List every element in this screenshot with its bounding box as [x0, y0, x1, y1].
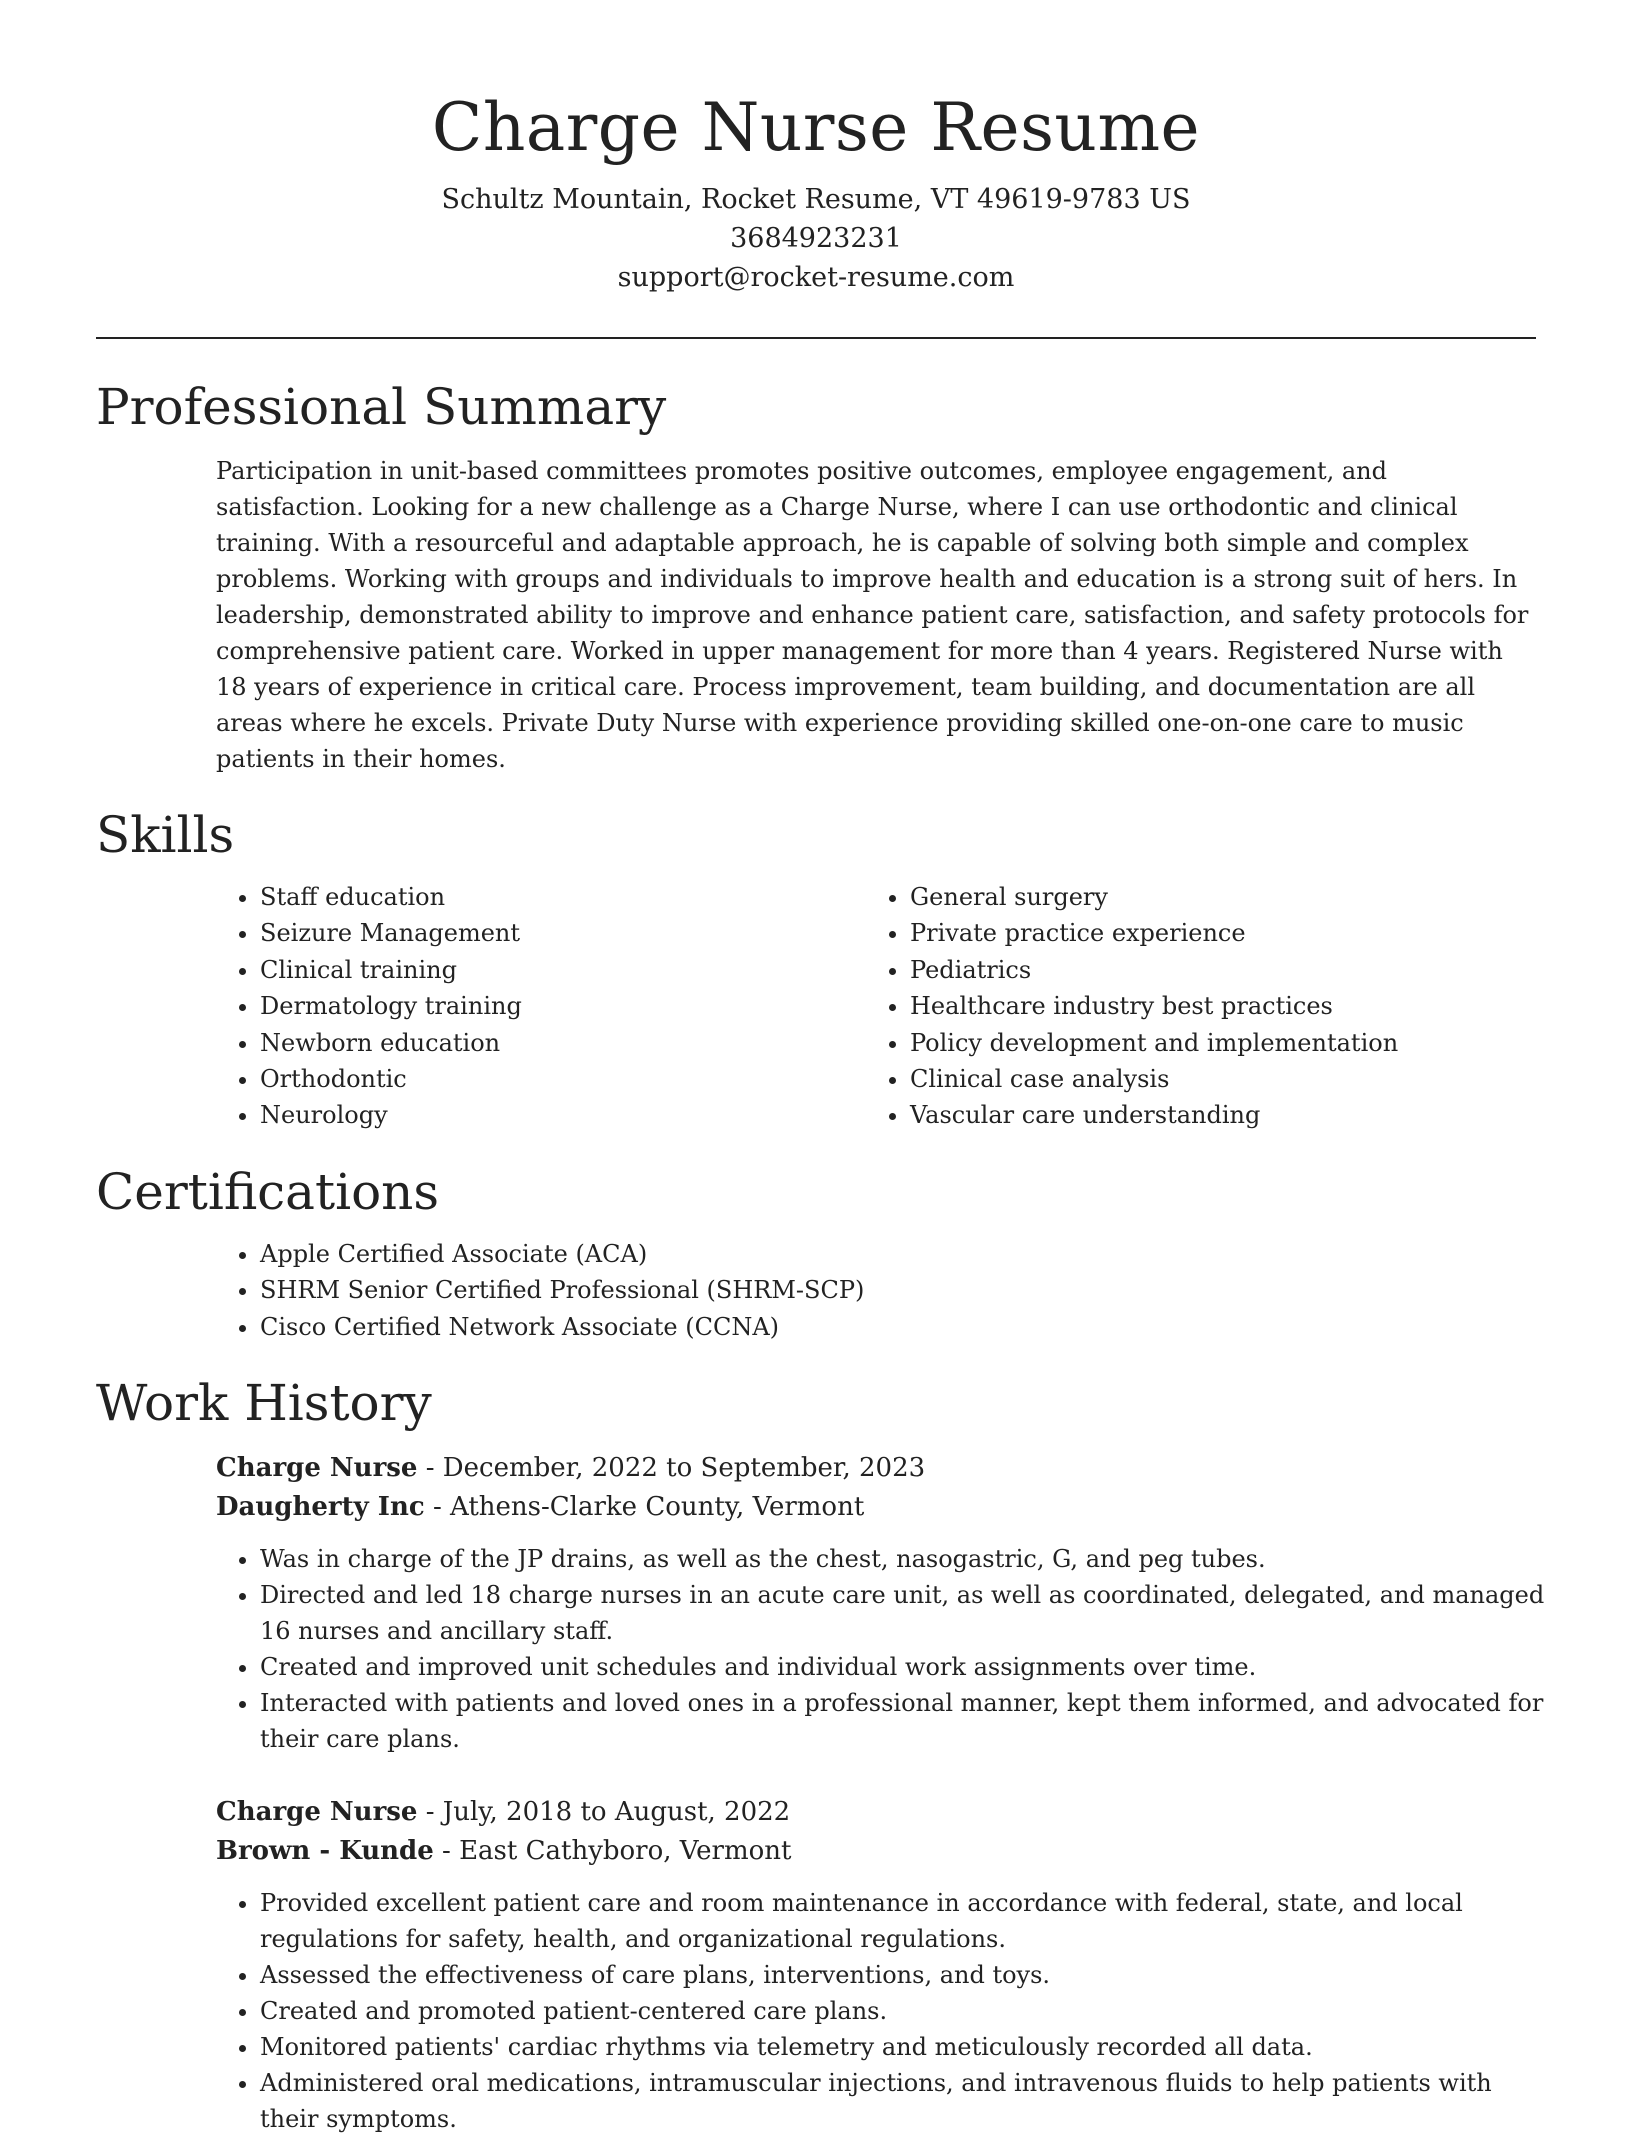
job-bullet: • Monitored patients' cardiac rhythms via telemetry and meticulously recorded all data.: [260, 2029, 1550, 2065]
skills-list-right: [866, 879, 1526, 1134]
job-bullet: • Created and promoted patient-centered care plans.: [260, 1993, 1550, 2029]
summary-text: Participation in unit-based committees promotes positive outcomes, employee engagement, and satisfaction. Looking for a new challenge as a Charge Nurse, where I can use orthodontic and clinical training. With a resourceful and adaptable approach, he is capable of solving both simple and complex problems. Working with groups and individuals to improve health and education is a strong suit of hers. In leadership, demonstrated ability to improve and enhance patient care, satisfaction, and safety protocols for comprehensive patient care. Worked in upper management for more than 4 years. Registered Nurse with 18 years of experience in critical care. Process improvement, team building, and documentation are all areas where he excels. Private Duty Nurse with experience providing skilled one-on-one care to music patients in their homes.: [216, 457, 1529, 773]
skill-item: • Clinical case analysis: [910, 1061, 1526, 1097]
job-bullets: [216, 1885, 1550, 2137]
skill-item: • Newborn education: [260, 1025, 866, 1061]
job-title: Charge Nurse: [216, 1797, 418, 1828]
skill-item: • Clinical training: [260, 952, 866, 988]
skill-item: • Dermatology training: [260, 988, 866, 1024]
job-entry: [216, 1793, 1536, 2137]
work-history-section: [96, 1371, 1545, 2137]
certification-item: • Apple Certified Associate (ACA): [260, 1236, 1536, 1272]
contact-email: support@rocket-resume.com: [617, 262, 1015, 293]
certification-item: • Cisco Certified Network Associate (CCNA): [260, 1309, 1536, 1345]
contact-block: [96, 180, 1536, 297]
skill-item: • Orthodontic: [260, 1061, 866, 1097]
job-title-line: [216, 1793, 1536, 1832]
job-dates: - July, 2018 to August, 2022: [417, 1797, 791, 1828]
job-location: - Athens-Clarke County, Vermont: [424, 1492, 865, 1523]
certifications-section: [96, 1160, 1536, 1345]
job-dates: - December, 2022 to September, 2023: [417, 1453, 926, 1484]
job-bullet: • Administered oral medications, intramuscular injections, and intravenous fluids to help patients with their symptoms.: [260, 2065, 1550, 2137]
certifications-list: [216, 1236, 1536, 1345]
job-bullet: • Assessed the effectiveness of care plans, interventions, and toys.: [260, 1957, 1550, 1993]
job-bullets: [216, 1541, 1550, 1757]
skills-section: [96, 803, 1536, 1134]
job-company: Brown - Kunde: [216, 1836, 434, 1867]
job-bullet: • Was in charge of the JP drains, as well as the chest, nasogastric, G, and peg tubes.: [260, 1541, 1550, 1577]
job-title-line: [216, 1449, 1536, 1488]
resume-page: [96, 0, 1545, 2137]
skill-item: • Pediatrics: [910, 952, 1526, 988]
summary-heading: Professional Summary: [96, 378, 667, 436]
job-title: Charge Nurse: [216, 1453, 418, 1484]
job-company-line: [216, 1488, 1536, 1527]
skill-item: • Neurology: [260, 1097, 866, 1133]
contact-phone: 3684923231: [730, 223, 902, 254]
job-bullet: • Created and improved unit schedules and individual work assignments over time.: [260, 1649, 1550, 1685]
job-location: - East Cathyboro, Vermont: [433, 1836, 792, 1867]
skill-item: • General surgery: [910, 879, 1526, 915]
skills-heading: Skills: [96, 806, 235, 864]
certifications-heading: Certifications: [96, 1162, 440, 1221]
skills-list-left: [216, 879, 866, 1134]
job-company-line: [216, 1832, 1536, 1871]
skill-item: • Vascular care understanding: [910, 1097, 1526, 1133]
skill-item: • Staff education: [260, 879, 866, 915]
job-bullet: • Provided excellent patient care and room maintenance in accordance with federal, state, and local regulations for safety, health, and organizational regulations.: [260, 1885, 1550, 1957]
skill-item: • Private practice experience: [910, 915, 1526, 951]
contact-address: Schultz Mountain, Rocket Resume, VT 49619-9783 US: [441, 184, 1191, 215]
summary-section: [96, 375, 1536, 777]
header-divider: [96, 337, 1536, 339]
work-history-heading: Work History: [96, 1374, 432, 1433]
skill-item: • Policy development and implementation: [910, 1025, 1526, 1061]
skill-item: • Seizure Management: [260, 915, 866, 951]
skills-columns: [216, 879, 1536, 1134]
resume-title: Charge Nurse Resume: [431, 89, 1201, 166]
certification-item: • SHRM Senior Certified Professional (SHRM-SCP): [260, 1272, 1536, 1308]
job-entry: [216, 1449, 1545, 1757]
skill-item: • Healthcare industry best practices: [910, 988, 1526, 1024]
job-bullet: • Interacted with patients and loved ones in a professional manner, kept them informed, and advocated for their care plans.: [260, 1685, 1550, 1757]
job-bullet: • Directed and led 18 charge nurses in an acute care unit, as well as coordinated, delegated, and managed 16 nurses and ancillary staff.: [260, 1577, 1550, 1649]
job-company: Daugherty Inc: [216, 1492, 425, 1523]
